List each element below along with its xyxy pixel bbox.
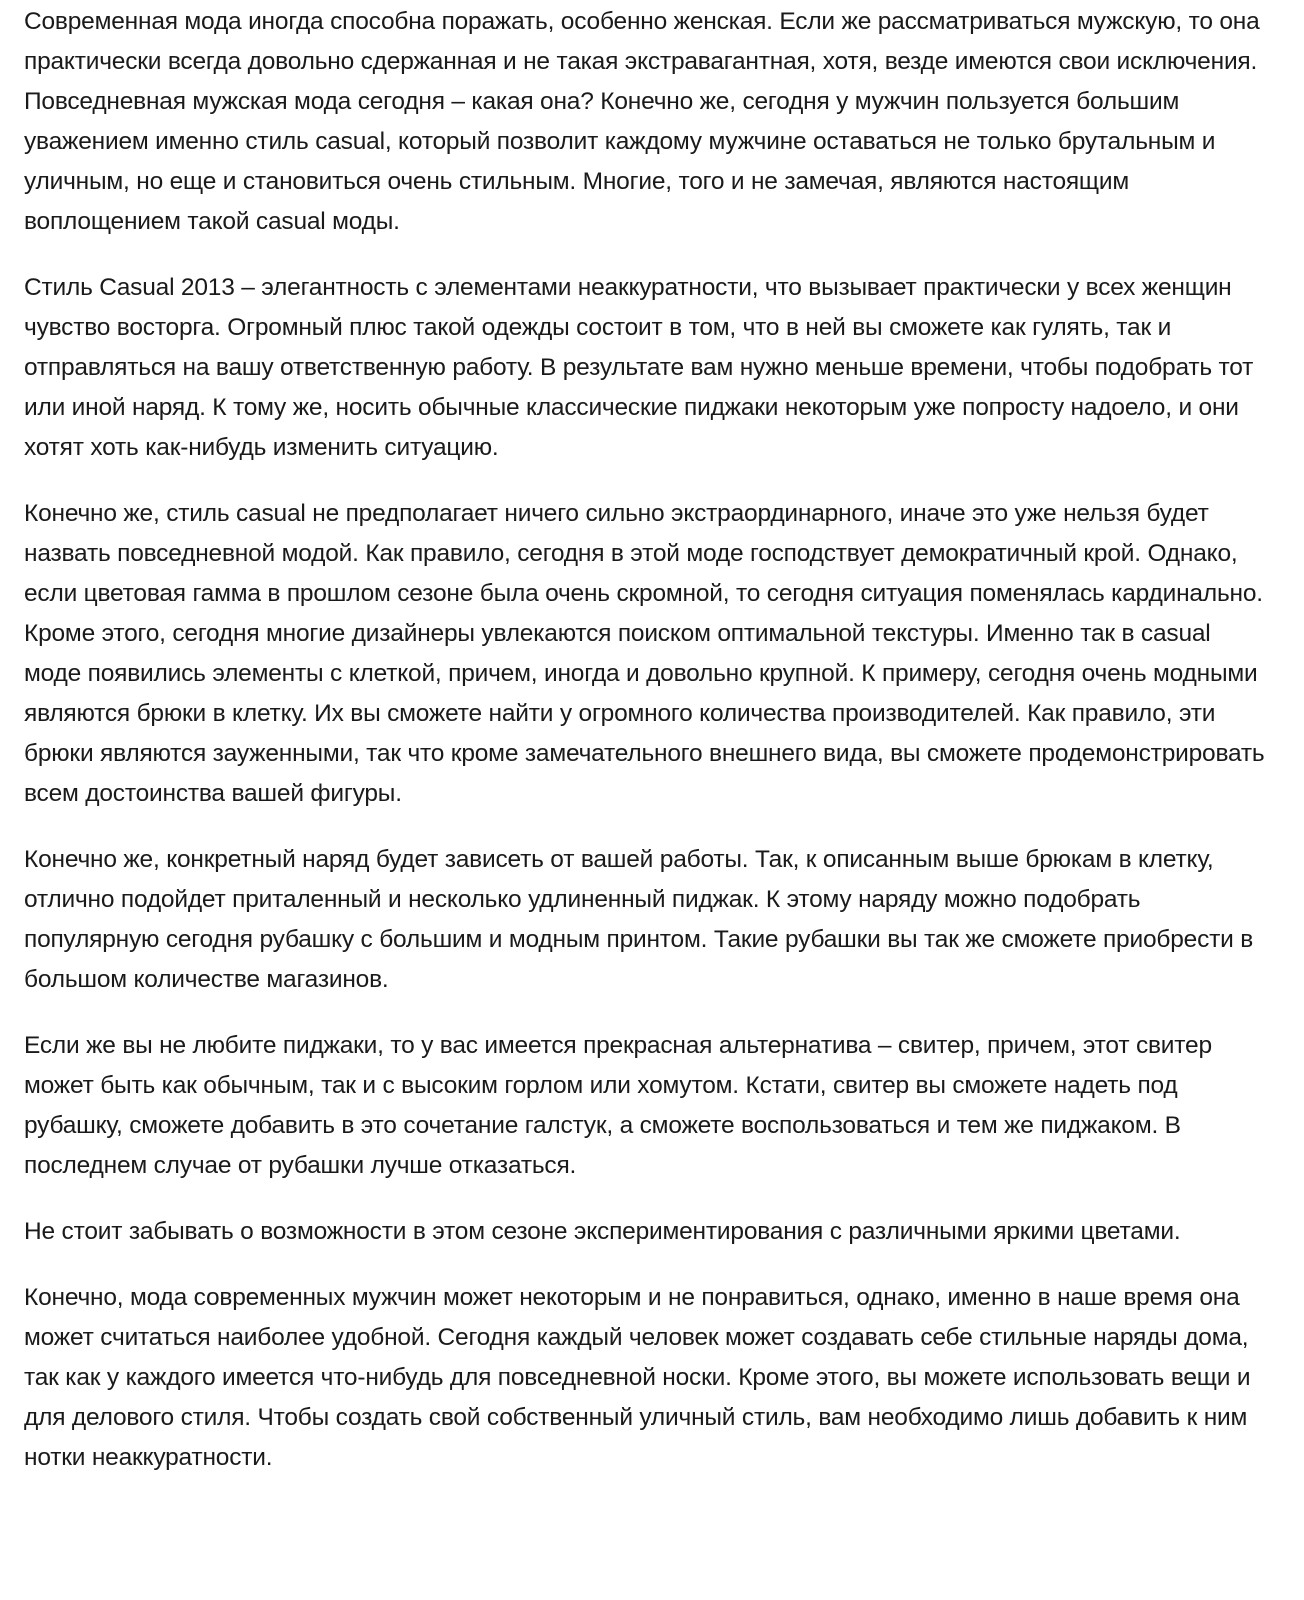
paragraph-3: Конечно же, стиль casual не предполагает ничего сильно экстраординарного, иначе это уже нельзя будет назвать повседневной модой. Как правило, сегодня в этой моде господствует демократичный крой. Однако, если цветовая гамма в прошлом сезоне была очень скромной, то сегодня ситуация поменялась кардинально. Кроме этого, сегодня многие дизайнеры увлекаются поиском оптимальной текстуры. Именно так в casual моде появились элементы с клеткой, причем, иногда и довольно крупной. К примеру, сегодня очень модными являются брюки в клетку. Их вы сможете найти у огромного количества производителей. Как правило, эти брюки являются зауженными, так что кроме замечательного внешнего вида, вы сможете продемонстрировать всем достоинства вашей фигуры. [24, 500, 1265, 807]
paragraph-5: Если же вы не любите пиджаки, то у вас имеется прекрасная альтернатива – свитер, причем, этот свитер может быть как обычным, так и с высоким горлом или хомутом. Кстати, свитер вы сможете надеть под рубашку, сможете добавить в это сочетание галстук, а сможете воспользоваться и тем же пиджаком. В последнем случае от рубашки лучше отказаться. [24, 1032, 1212, 1179]
document-body [24, 2, 1274, 1478]
paragraph-2: Стиль Casual 2013 – элегантность с элементами неаккуратности, что вызывает практически у всех женщин чувство восторга. Огромный плюс такой одежды состоит в том, что в ней вы сможете как гулять, так и отправляться на вашу ответственную работу. В результате вам нужно меньше времени, чтобы подобрать тот или иной наряд. К тому же, носить обычные классические пиджаки некоторым уже попросту надоело, и они хотят хоть как-нибудь изменить ситуацию. [24, 274, 1254, 461]
paragraph-7: Конечно, мода современных мужчин может некоторым и не понравиться, однако, именно в наше время она может считаться наиболее удобной. Сегодня каждый человек может создавать себе стильные наряды дома, так как у каждого имеется что-нибудь для повседневной носки. Кроме этого, вы можете использовать вещи и для делового стиля. Чтобы создать свой собственный уличный стиль, вам необходимо лишь добавить к ним нотки неаккуратности. [24, 1284, 1251, 1471]
paragraph-6: Не стоит забывать о возможности в этом сезоне экспериментирования с различными яркими цветами. [24, 1218, 1181, 1245]
paragraph-1: Современная мода иногда способна поражать, особенно женская. Если же рассматриваться мужскую, то она практически всегда довольно сдержанная и не такая экстравагантная, хотя, везде имеются свои исключения. Повседневная мужская мода сегодня – какая она? Конечно же, сегодня у мужчин пользуется большим уважением именно стиль casual, который позволит каждому мужчине оставаться не только брутальным и уличным, но еще и становиться очень стильным. Многие, того и не замечая, являются настоящим воплощением такой casual моды. [24, 8, 1260, 235]
paragraph-4: Конечно же, конкретный наряд будет зависеть от вашей работы. Так, к описанным выше брюкам в клетку, отлично подойдет приталенный и несколько удлиненный пиджак. К этому наряду можно подобрать популярную сегодня рубашку с большим и модным принтом. Такие рубашки вы так же сможете приобрести в большом количестве магазинов. [24, 846, 1254, 993]
